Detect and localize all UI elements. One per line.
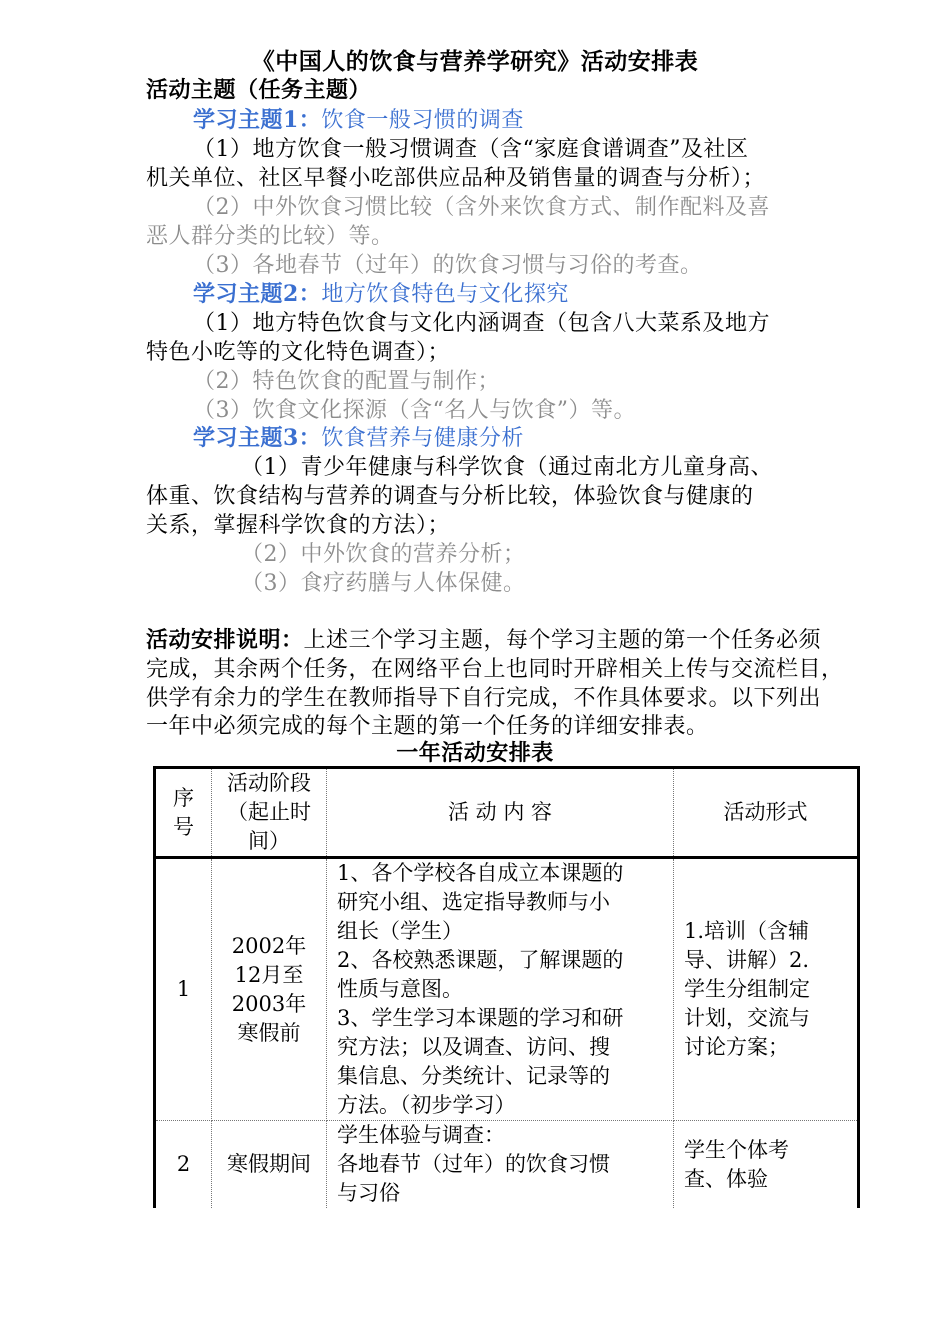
theme-3-item-1-line-3: 关系，掌握科学饮食的方法）； — [146, 513, 451, 538]
theme-1-item-1-line-2: 机关单位、社区早餐小吃部供应品种及销售量的调查与分析）； — [146, 166, 766, 191]
theme-1-item-3: （3）各地春节（过年）的饮食习惯与习俗的考查。 — [193, 253, 703, 278]
theme-3-item-1-line-1: （1）青少年健康与科学饮食（通过南北方儿童身高、 — [241, 455, 773, 480]
theme-1-item-2-line-1: （2）中外饮食习惯比较（含外来饮食方式、制作配料及喜 — [193, 195, 770, 220]
notes-line-1 — [146, 626, 821, 655]
theme-1-item-1-line-1: （1）地方饮食一般习惯调查（含“家庭食谱调查”及社区 — [193, 137, 749, 162]
header-content: 活 动 内 容 — [327, 768, 674, 858]
theme-3-item-3: （3）食疗药膳与人体保健。 — [241, 571, 526, 596]
theme-3-label: 学习主题3： — [193, 425, 322, 451]
theme-2-item-1-line-2: 特色小吃等的文化特色调查）； — [146, 340, 451, 365]
table-caption: 一年活动安排表 — [396, 740, 554, 766]
theme-2-name: 地方饮食特色与文化探究 — [321, 282, 569, 307]
schedule-table — [153, 766, 860, 1208]
row-1-content: 1、各个学校各自成立本课题的 研究小组、选定指导教师与小 组长（学生） 2、各校熟悉课题，了解课题的 性质与意图。 3、学生学习本课题的学习和研 究方法；以及调查、访问、搜 集信息、分类统计、记录等的 方法。（初步学习） — [327, 858, 674, 1121]
row-2-period: 寒假期间 — [212, 1121, 327, 1209]
header-period: 活动阶段 （起止时 间） — [212, 768, 327, 858]
row-1-period: 2002年 12月至 2003年 寒假前 — [212, 858, 327, 1121]
theme-3-name: 饮食营养与健康分析 — [321, 426, 524, 451]
theme-2-item-1-line-1: （1）地方特色饮食与文化内涵调查（包含八大菜系及地方 — [193, 311, 770, 336]
table-row — [155, 1121, 859, 1209]
notes-text-1: 上述三个学习主题，每个学习主题的第一个任务必须 — [303, 628, 822, 653]
theme-1-name: 饮食一般习惯的调查 — [321, 108, 524, 133]
theme-1-label: 学习主题1： — [193, 107, 322, 133]
row-2-form: 学生个体考 查、体验 — [674, 1121, 859, 1209]
row-1-no: 1 — [155, 858, 212, 1121]
theme-1-heading — [193, 106, 524, 135]
theme-1-item-2-line-2: 恶人群分类的比较）等。 — [146, 224, 394, 249]
notes-line-2: 完成，其余两个任务，在网络平台上也同时开辟相关上传与交流栏目， — [146, 657, 844, 682]
theme-3-item-1-line-2: 体重、饮食结构与营养的调查与分析比较，体验饮食与健康的 — [146, 484, 754, 509]
row-1-form: 1.培训（含辅 导、讲解）2. 学生分组制定 计划，交流与 讨论方案； — [674, 858, 859, 1121]
theme-2-item-3: （3）饮食文化探源（含“名人与饮食”）等。 — [193, 398, 636, 423]
header-no: 序 号 — [155, 768, 212, 858]
activity-theme-heading: 活动主题（任务主题） — [146, 77, 372, 103]
row-2-no: 2 — [155, 1121, 212, 1209]
theme-2-heading — [193, 280, 569, 309]
header-form: 活动形式 — [674, 768, 859, 858]
table-header-row — [155, 768, 859, 858]
table-row — [155, 858, 859, 1121]
theme-2-label: 学习主题2： — [193, 281, 322, 307]
notes-line-3: 供学有余力的学生在教师指导下自行完成，不作具体要求。以下列出 — [146, 686, 822, 711]
theme-2-item-2: （2）特色饮食的配置与制作； — [193, 369, 500, 394]
notes-label: 活动安排说明： — [146, 627, 304, 653]
theme-3-item-2: （2）中外饮食的营养分析； — [241, 542, 526, 567]
notes-line-4: 一年中必须完成的每个主题的第一个任务的详细安排表。 — [146, 714, 709, 739]
theme-3-heading — [193, 424, 524, 453]
row-2-content: 学生体验与调查： 各地春节（过年）的饮食习惯 与习俗 — [327, 1121, 674, 1209]
document-title: 《中国人的饮食与营养学研究》活动安排表 — [251, 48, 699, 75]
